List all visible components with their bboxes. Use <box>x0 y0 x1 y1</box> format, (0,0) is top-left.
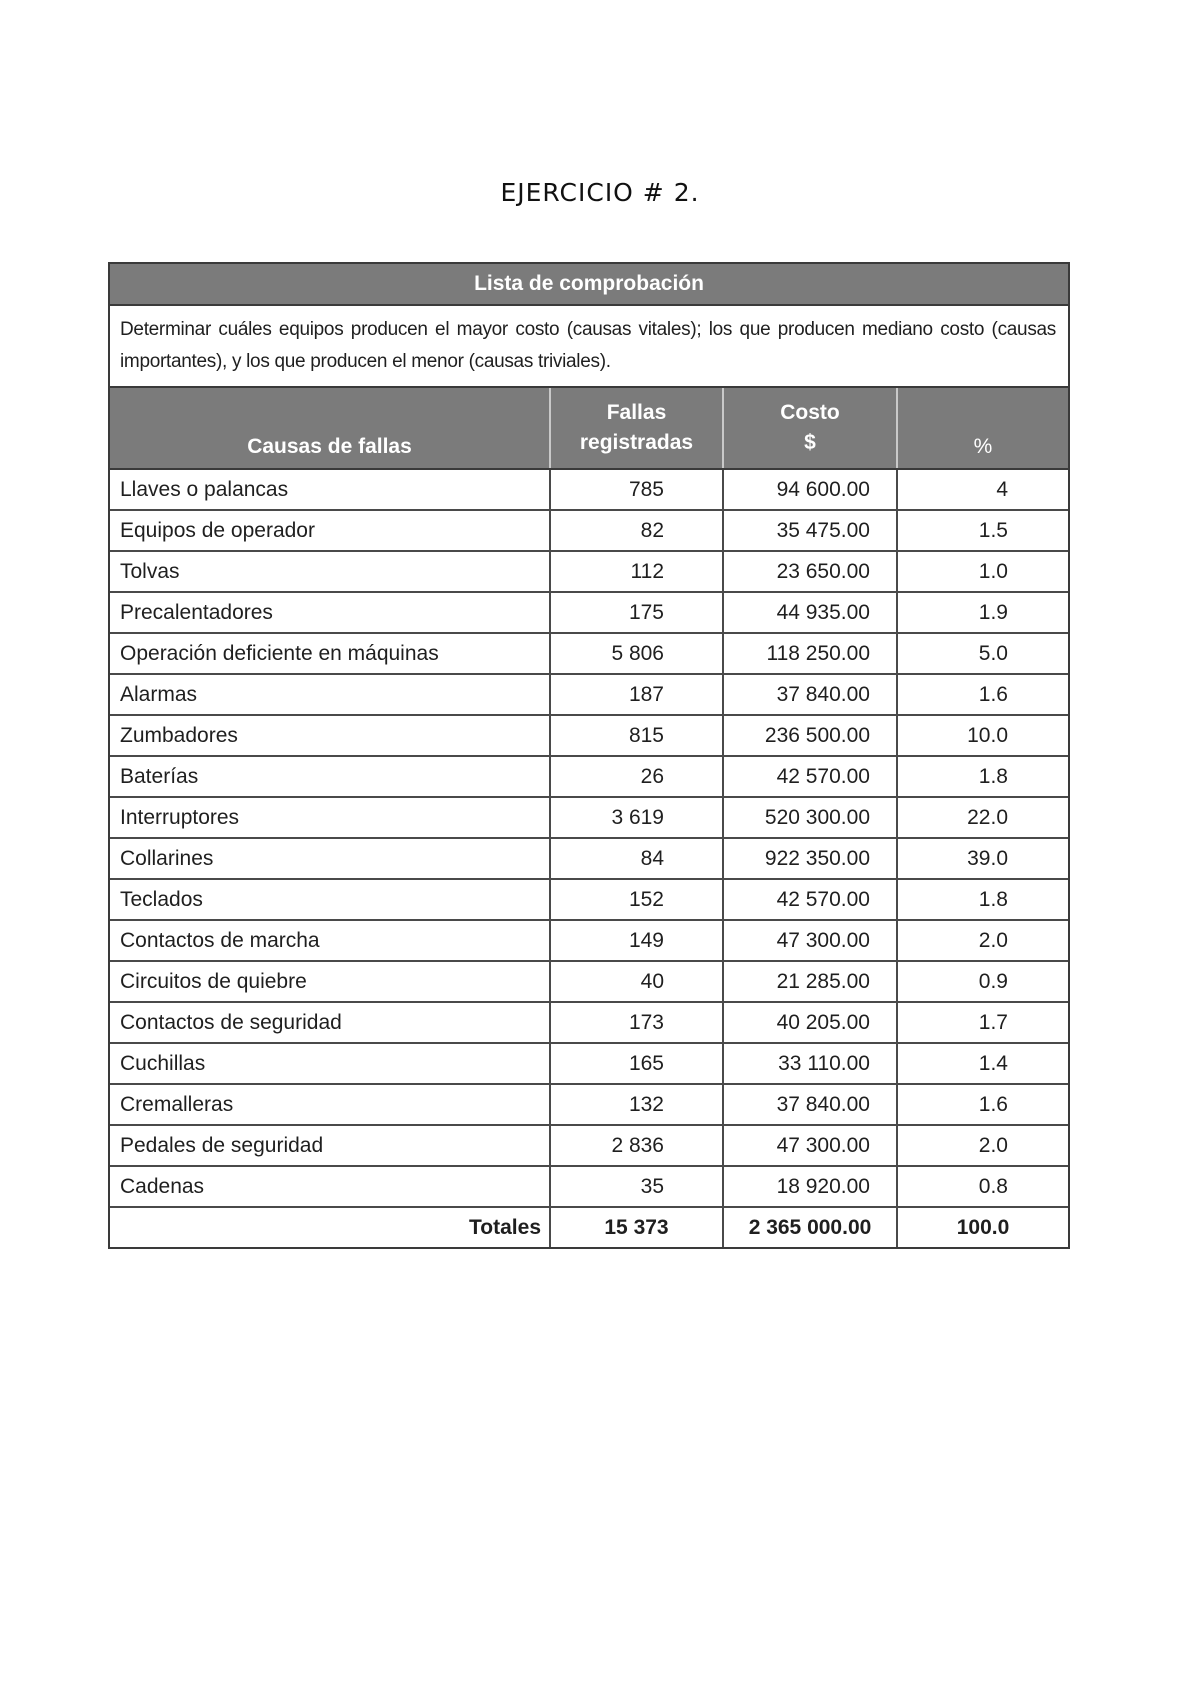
totals-percent: 100.0 <box>897 1207 1068 1247</box>
cause-cell: Contactos de seguridad <box>110 1002 550 1043</box>
header-cost-line1: Costo <box>780 401 840 424</box>
checklist-table-container <box>108 262 1070 1249</box>
table-row <box>110 633 1068 674</box>
cost-cell: 21 285.00 <box>723 961 897 1002</box>
table-row <box>110 1043 1068 1084</box>
cost-cell: 33 110.00 <box>723 1043 897 1084</box>
table-header-row <box>110 388 1068 469</box>
cost-cell: 37 840.00 <box>723 1084 897 1125</box>
cost-cell: 37 840.00 <box>723 674 897 715</box>
cost-cell: 118 250.00 <box>723 633 897 674</box>
header-percent-label: % <box>973 435 993 458</box>
cause-cell: Operación deficiente en máquinas <box>110 633 550 674</box>
cause-cell: Circuitos de quiebre <box>110 961 550 1002</box>
table-row <box>110 551 1068 592</box>
percent-cell: 0.9 <box>897 961 1068 1002</box>
cause-cell: Pedales de seguridad <box>110 1125 550 1166</box>
header-fails-line2: registradas <box>579 431 694 454</box>
table-row <box>110 879 1068 920</box>
table-row <box>110 510 1068 551</box>
header-cost <box>723 388 897 469</box>
fails-cell: 165 <box>550 1043 723 1084</box>
fails-cell: 35 <box>550 1166 723 1207</box>
percent-cell: 1.6 <box>897 674 1068 715</box>
percent-cell: 2.0 <box>897 1125 1068 1166</box>
fails-cell: 785 <box>550 469 723 510</box>
cause-cell: Precalentadores <box>110 592 550 633</box>
cause-cell: Cremalleras <box>110 1084 550 1125</box>
fails-cell: 2 836 <box>550 1125 723 1166</box>
cause-cell: Contactos de marcha <box>110 920 550 961</box>
table-row <box>110 715 1068 756</box>
table-row <box>110 797 1068 838</box>
percent-cell: 39.0 <box>897 838 1068 879</box>
totals-label: Totales <box>469 1215 541 1239</box>
percent-cell: 1.5 <box>897 510 1068 551</box>
cost-cell: 922 350.00 <box>723 838 897 879</box>
header-fails-line1: Fallas <box>606 401 667 424</box>
cause-cell: Alarmas <box>110 674 550 715</box>
percent-cell: 1.4 <box>897 1043 1068 1084</box>
fails-cell: 112 <box>550 551 723 592</box>
cost-cell: 40 205.00 <box>723 1002 897 1043</box>
fails-cell: 173 <box>550 1002 723 1043</box>
table-row <box>110 961 1068 1002</box>
fails-cell: 815 <box>550 715 723 756</box>
fails-cell: 82 <box>550 510 723 551</box>
percent-cell: 1.6 <box>897 1084 1068 1125</box>
cost-cell: 520 300.00 <box>723 797 897 838</box>
header-cause-label: Causas de fallas <box>247 435 412 458</box>
totals-fails: 15 373 <box>550 1207 723 1247</box>
cost-cell: 42 570.00 <box>723 879 897 920</box>
table-row <box>110 1084 1068 1125</box>
percent-cell: 10.0 <box>897 715 1068 756</box>
table-row <box>110 838 1068 879</box>
cost-cell: 236 500.00 <box>723 715 897 756</box>
cost-cell: 18 920.00 <box>723 1166 897 1207</box>
table-row <box>110 592 1068 633</box>
cost-cell: 47 300.00 <box>723 920 897 961</box>
page-title: EJERCICIO # 2. <box>500 178 700 207</box>
header-cost-line2: $ <box>804 431 816 454</box>
cause-cell: Baterías <box>110 756 550 797</box>
cost-cell: 47 300.00 <box>723 1125 897 1166</box>
cause-cell: Equipos de operador <box>110 510 550 551</box>
table-row <box>110 469 1068 510</box>
table-row <box>110 674 1068 715</box>
fails-cell: 149 <box>550 920 723 961</box>
table-row <box>110 1002 1068 1043</box>
cost-cell: 42 570.00 <box>723 756 897 797</box>
percent-cell: 5.0 <box>897 633 1068 674</box>
table-row <box>110 920 1068 961</box>
cause-cell: Tolvas <box>110 551 550 592</box>
percent-cell: 1.9 <box>897 592 1068 633</box>
cause-cell: Teclados <box>110 879 550 920</box>
checklist-title: Lista de comprobación <box>110 264 1068 306</box>
fails-cell: 187 <box>550 674 723 715</box>
fails-cell: 26 <box>550 756 723 797</box>
percent-cell: 4 <box>897 469 1068 510</box>
percent-cell: 1.8 <box>897 879 1068 920</box>
fails-cell: 132 <box>550 1084 723 1125</box>
totals-cost: 2 365 000.00 <box>723 1207 897 1247</box>
percent-cell: 1.8 <box>897 756 1068 797</box>
header-fails <box>550 388 723 469</box>
cost-cell: 23 650.00 <box>723 551 897 592</box>
percent-cell: 0.8 <box>897 1166 1068 1207</box>
header-percent <box>897 388 1068 469</box>
cause-cell: Llaves o palancas <box>110 469 550 510</box>
percent-cell: 22.0 <box>897 797 1068 838</box>
percent-cell: 1.7 <box>897 1002 1068 1043</box>
fails-cell: 3 619 <box>550 797 723 838</box>
table-row <box>110 756 1068 797</box>
table-row <box>110 1125 1068 1166</box>
fails-cell: 84 <box>550 838 723 879</box>
cause-cell: Cuchillas <box>110 1043 550 1084</box>
header-cause <box>110 388 550 469</box>
failure-cost-table <box>110 388 1068 1247</box>
fails-cell: 40 <box>550 961 723 1002</box>
instructions-text: Determinar cuáles equipos producen el mayor costo (causas vitales); los que producen mediano costo (causas importantes), y los que producen el menor (causas triviales). <box>110 306 1068 388</box>
cost-cell: 44 935.00 <box>723 592 897 633</box>
totals-row <box>110 1207 1068 1247</box>
fails-cell: 175 <box>550 592 723 633</box>
percent-cell: 2.0 <box>897 920 1068 961</box>
cost-cell: 35 475.00 <box>723 510 897 551</box>
cause-cell: Cadenas <box>110 1166 550 1207</box>
percent-cell: 1.0 <box>897 551 1068 592</box>
cause-cell: Collarines <box>110 838 550 879</box>
cause-cell: Zumbadores <box>110 715 550 756</box>
fails-cell: 152 <box>550 879 723 920</box>
fails-cell: 5 806 <box>550 633 723 674</box>
table-body <box>110 469 1068 1247</box>
cause-cell: Interruptores <box>110 797 550 838</box>
table-row <box>110 1166 1068 1207</box>
cost-cell: 94 600.00 <box>723 469 897 510</box>
